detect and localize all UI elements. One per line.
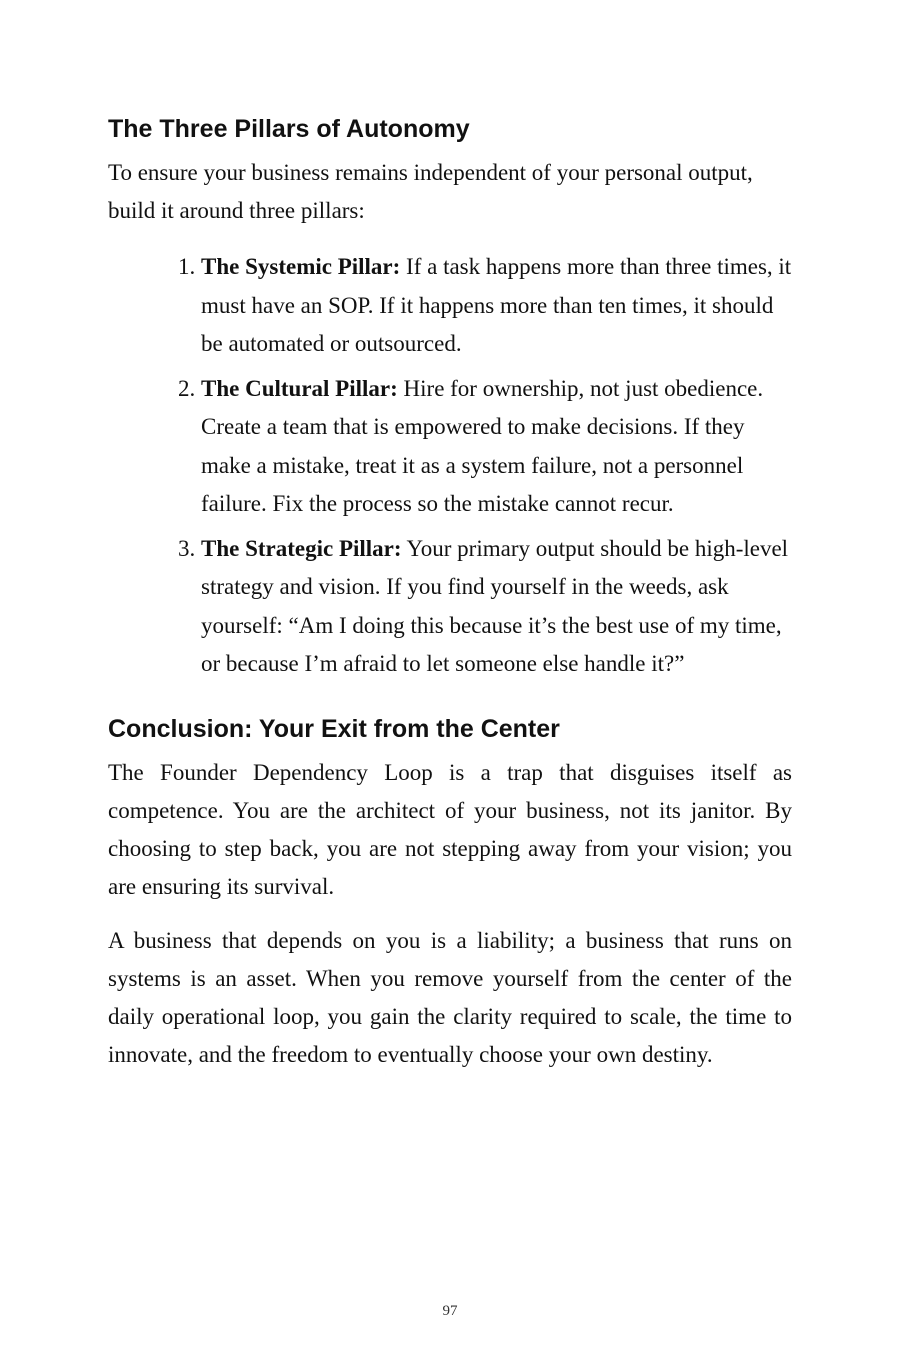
conclusion-paragraph: The Founder Dependency Loop is a trap that disguises itself as competence. You are the architect of your business, not its janitor. By choosing to step back, you are not stepping away from your vision; you are ensuring its survival.	[108, 759, 792, 899]
list-item	[201, 370, 792, 524]
conclusion-paragraph: A business that depends on you is a liability; a business that runs on systems is an asset. When you remove yourself from the center of the daily operational loop, you gain the clarity required to scale, the time to innovate, and the freedom to eventually choose your own destiny.	[108, 927, 792, 1067]
page-content	[108, 114, 792, 1090]
pillars-intro-paragraph: To ensure your business remains independent of your personal output, build it around three pillars:	[108, 160, 753, 223]
pillars-list	[108, 248, 792, 684]
section-heading-conclusion: Conclusion: Your Exit from the Center	[108, 714, 560, 743]
list-item	[201, 530, 792, 684]
page-number: 97	[442, 1303, 458, 1319]
pillar-text: Your primary output should be high-level strategy and vision. If you find yourself in the weeds, ask yourself: “Am I doing this because it’s the best use of my time, or because I’m afraid to let someone else handle it?”	[201, 535, 789, 676]
list-item	[201, 248, 792, 364]
pillar-text: Hire for ownership, not just obedience. Create a team that is empowered to make decisions. If they make a mistake, treat it as a system failure, not a personnel failure. Fix the process so the mistake cannot recur.	[201, 375, 764, 516]
pillar-title: The Systemic Pillar:	[201, 254, 401, 279]
pillar-title: The Strategic Pillar:	[201, 535, 402, 561]
pillar-title: The Cultural Pillar:	[201, 375, 398, 401]
pillar-text: If a task happens more than three times, it must have an SOP. If it happens more than ten times, it should be automated or outsourced.	[201, 254, 792, 356]
section-heading-pillars: The Three Pillars of Autonomy	[108, 115, 470, 143]
